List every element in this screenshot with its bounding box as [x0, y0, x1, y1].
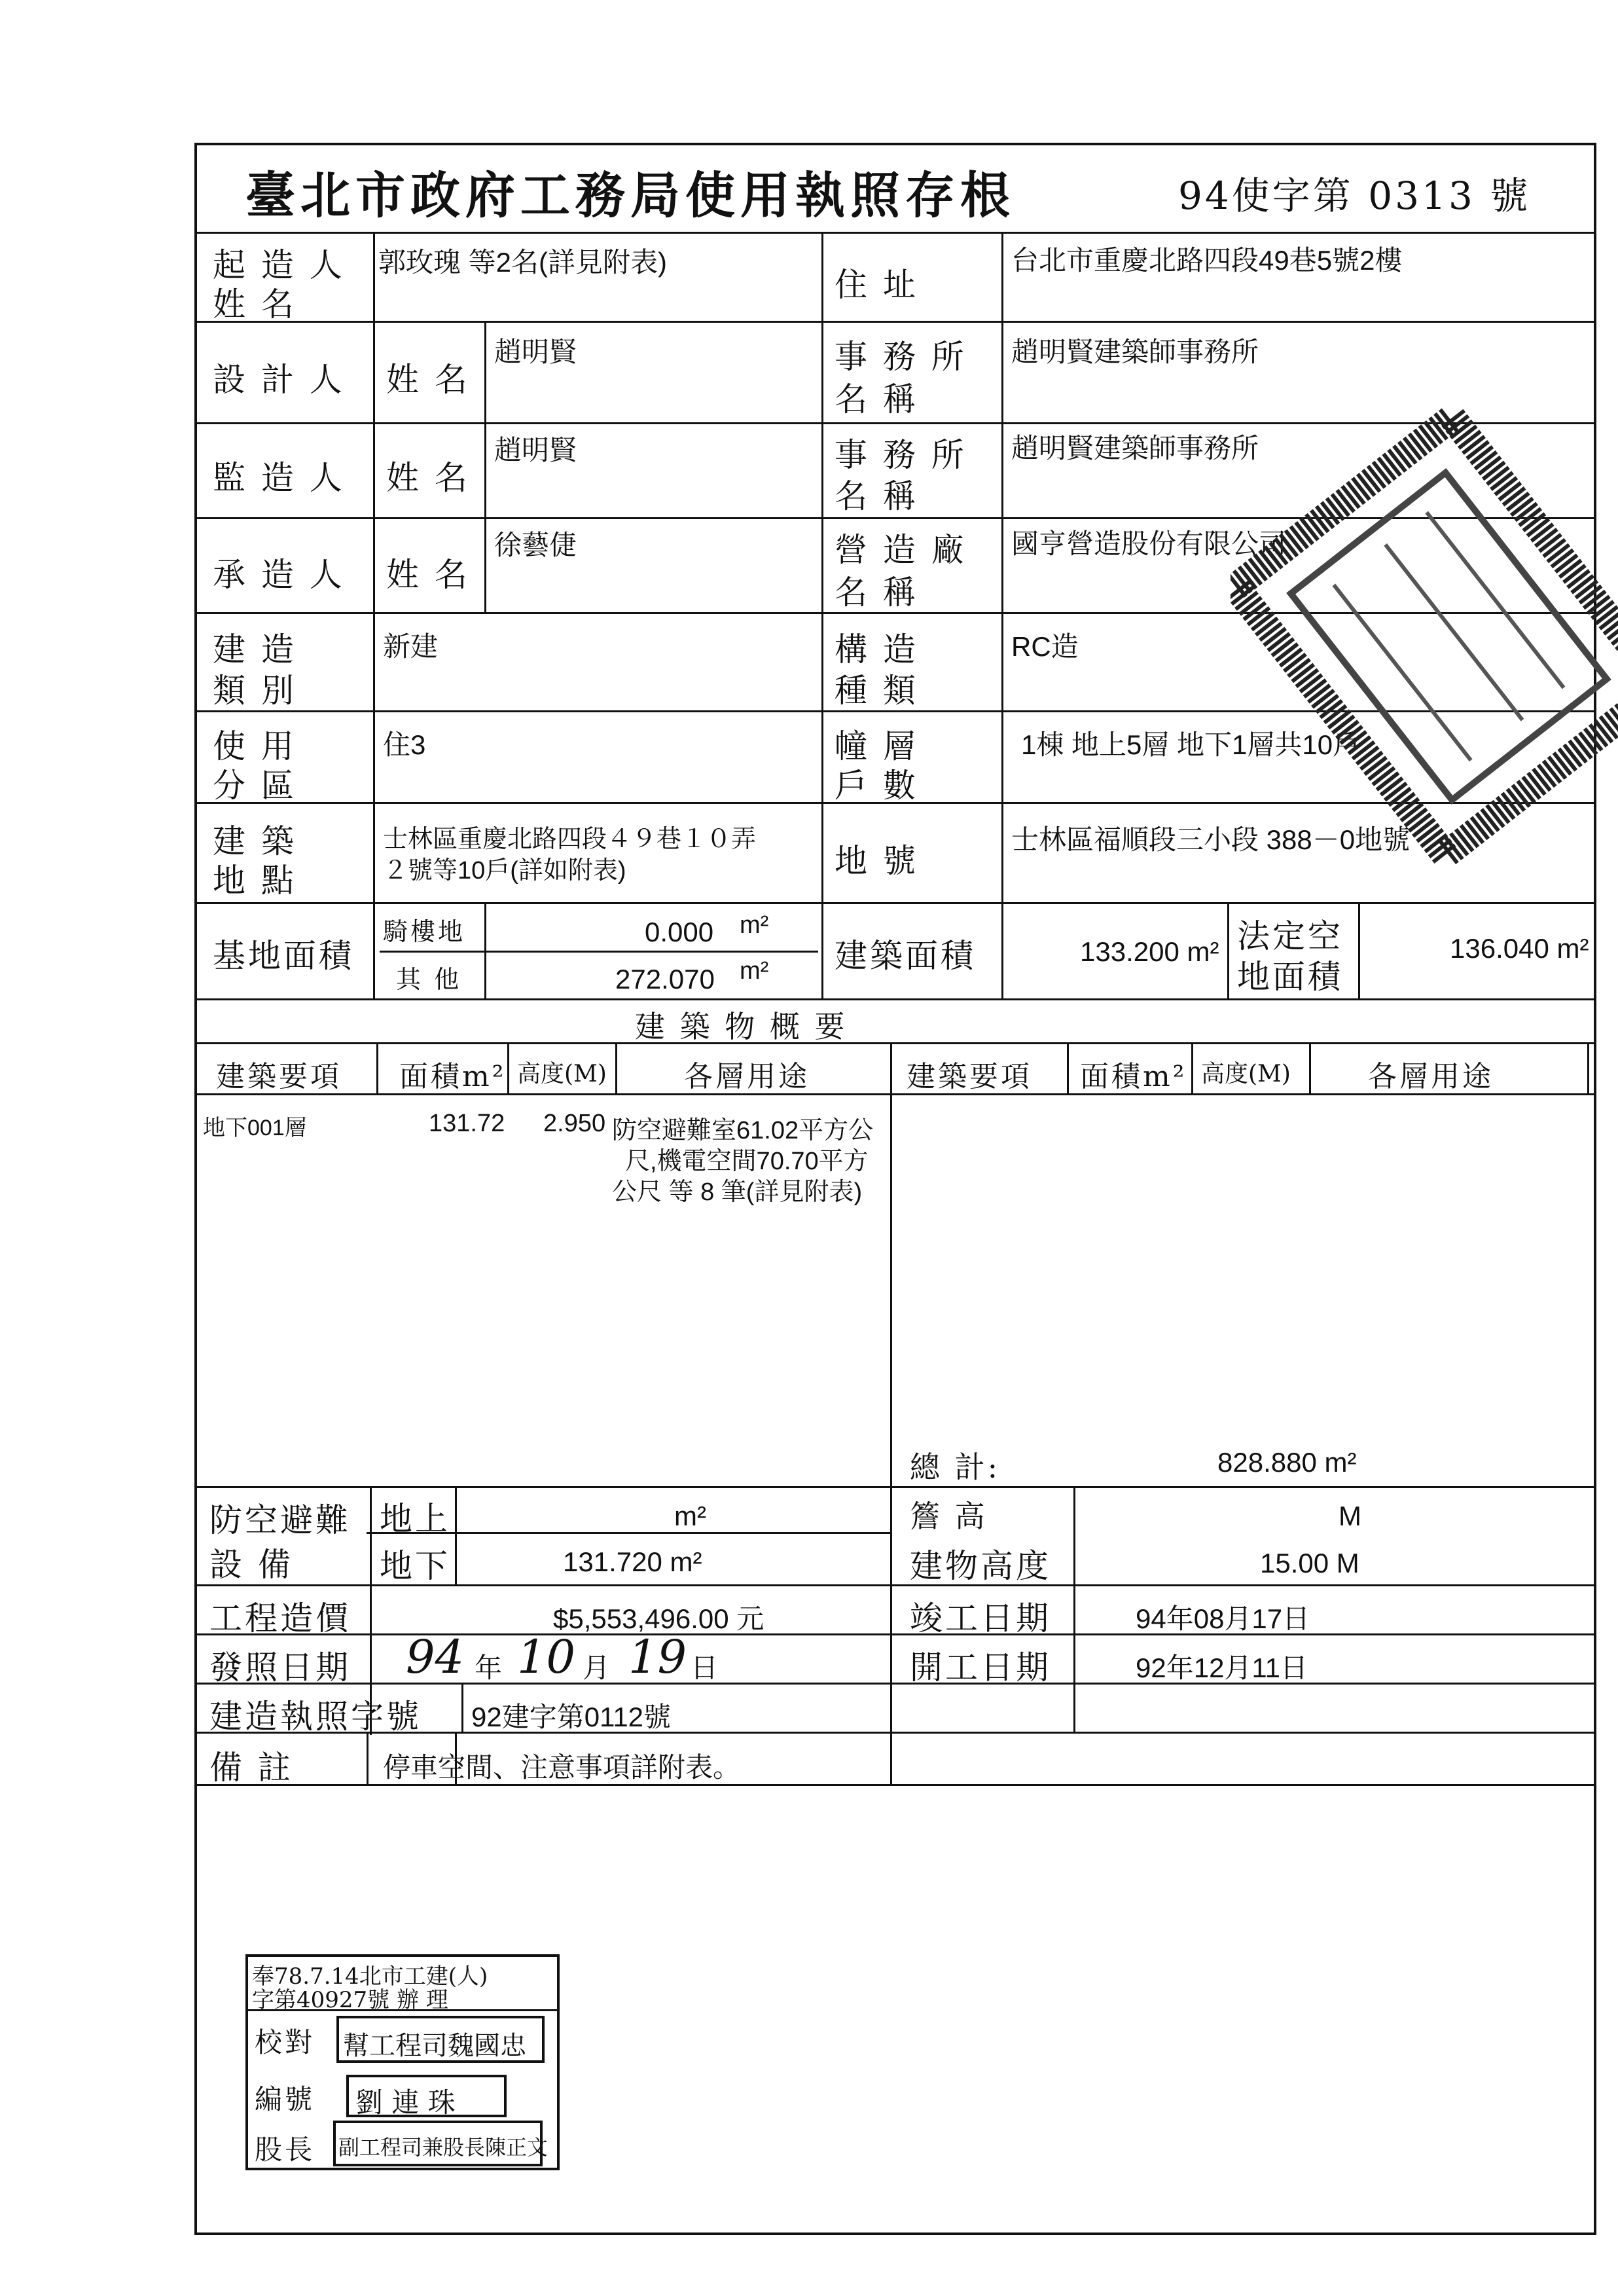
rule: [380, 951, 818, 953]
rule: [1067, 1042, 1069, 1093]
col-header: 高度(M): [517, 1061, 607, 1087]
col-header: 高度(M): [1201, 1061, 1291, 1087]
col-header: 各層用途: [684, 1060, 810, 1093]
supervisor-label: 監 造 人: [213, 459, 345, 497]
rule: [821, 232, 823, 998]
builder-address: 台北市重慶北路四段49巷5號2樓: [1011, 245, 1403, 276]
floors-label: 幢 層: [835, 727, 918, 765]
rule: [1191, 1042, 1193, 1093]
lot-number: 士林區福順段三小段 388－0地號: [1011, 824, 1411, 855]
col-header: 建築要項: [907, 1060, 1032, 1093]
shelter-below: 131.720 m²: [563, 1546, 702, 1577]
col-header: 面積m²: [1080, 1060, 1187, 1093]
rule: [1587, 1042, 1589, 1093]
completion-label: 竣工日期: [910, 1599, 1051, 1637]
rule: [1227, 902, 1229, 998]
builder-label: 姓 名: [213, 285, 297, 323]
issue-day-unit: 日: [691, 1652, 719, 1683]
open-area-label: 地面積: [1237, 958, 1343, 996]
issue-day: 19: [628, 1630, 687, 1684]
arcade-area: 0.000: [645, 917, 714, 947]
rule: [1001, 232, 1003, 998]
total-area: 828.880 m²: [1217, 1447, 1357, 1478]
rule: [194, 1486, 1596, 1488]
designer-office-label: 事 務 所: [835, 338, 967, 376]
site-area-label: 基地面積: [213, 937, 354, 975]
rule: [890, 1042, 892, 1784]
check-signature-text: 幫工程司魏國忠: [343, 2031, 526, 2061]
contractor-firm-label: 名 稱: [835, 574, 918, 611]
area-unit: m²: [740, 911, 769, 939]
shelter-label: 防空避難: [209, 1501, 351, 1539]
issue-label: 發照日期: [209, 1649, 351, 1686]
build-type-label: 類 別: [213, 672, 297, 710]
permit-value: 92建字第0112號: [471, 1702, 672, 1732]
zoning-value: 住3: [383, 729, 426, 760]
rule: [1073, 1486, 1075, 1732]
build-type: 新建: [383, 631, 439, 662]
start-label: 開工日期: [910, 1649, 1051, 1686]
zoning-label: 分 區: [213, 767, 297, 805]
col-header: 各層用途: [1368, 1060, 1494, 1093]
page-title: 臺北市政府工務局使用執照存根: [245, 166, 1015, 225]
location-line2: ２號等10戶(詳如附表): [383, 857, 626, 884]
rule: [615, 1042, 617, 1093]
arcade-label: 騎樓地: [383, 917, 466, 946]
cost-value: $5,553,496.00 元: [553, 1603, 764, 1634]
issue-year-unit: 年: [475, 1652, 503, 1683]
other-area: 272.070: [615, 964, 715, 994]
eaves-label: 簷 高: [910, 1499, 988, 1534]
supervisor-office-label: 名 稱: [835, 477, 918, 515]
approval-line: 字第40927號 辦 理: [252, 1987, 448, 2013]
designer-label: 設 計 人: [213, 361, 345, 399]
rule: [1309, 1042, 1311, 1093]
contractor-firm: 國亨營造股份有限公司: [1011, 528, 1287, 559]
summary-row-use: 防空避難室61.02平方公: [612, 1117, 874, 1144]
cost-label: 工程造價: [209, 1599, 351, 1637]
remarks-label: 備 註: [209, 1749, 293, 1787]
summary-row-use: 尺,機電空間70.70平方: [625, 1148, 869, 1175]
col-header: 建築要項: [216, 1060, 342, 1093]
designer-office: 趙明賢建築師事務所: [1011, 337, 1259, 367]
issue-month: 10: [517, 1630, 576, 1684]
summary-row-item: 地下001層: [203, 1116, 307, 1140]
check-label: 校對: [255, 2026, 315, 2058]
rule: [507, 1042, 509, 1093]
rule: [194, 232, 1596, 234]
start-date: 92年12月11日: [1136, 1652, 1308, 1683]
area-unit: m²: [740, 957, 769, 985]
number-signature-text: 劉 連 珠: [355, 2086, 456, 2119]
supervisor-name: 趙明賢: [494, 435, 577, 465]
structure-label: 種 類: [835, 672, 918, 710]
other-area-label: 其 他: [396, 965, 462, 994]
build-type-label: 建 造: [213, 630, 297, 668]
rule: [376, 1042, 378, 1093]
permit-number: 94使字第 0313 號: [1178, 173, 1531, 218]
designer-name: 趙明賢: [494, 337, 577, 367]
rule: [461, 1683, 463, 1732]
shelter-above-label: 地上: [380, 1500, 450, 1538]
builder-name: 郭玫瑰 等2名(詳見附表): [378, 247, 668, 278]
official-seal-stamp: [1231, 314, 1618, 1048]
location-line1: 士林區重慶北路四段４９巷１０弄: [383, 826, 757, 853]
check-signature: [336, 2016, 545, 2063]
issue-year: 94: [406, 1630, 465, 1684]
zoning-label: 使 用: [213, 727, 297, 765]
chief-signature-text: 副工程司兼股長陳正文: [338, 2135, 548, 2160]
total-label: 總 計:: [910, 1449, 1001, 1485]
chief-signature: [333, 2121, 548, 2166]
rule: [373, 232, 375, 998]
remarks-value: 停車空間、注意事項詳附表。: [383, 1752, 741, 1783]
shelter-above: m²: [674, 1501, 706, 1531]
number-signature: [346, 2075, 507, 2117]
rule: [248, 2009, 558, 2011]
summary-row-area: 131.72: [429, 1110, 505, 1137]
structure-type: RC造: [1011, 631, 1079, 662]
location-label: 地 點: [213, 862, 297, 900]
contractor-name-label: 姓 名: [386, 556, 470, 594]
rule: [484, 321, 486, 612]
summary-row-height: 2.950: [543, 1110, 606, 1137]
chief-label: 股長: [255, 2134, 315, 2166]
completion-date: 94年08月17日: [1136, 1603, 1310, 1634]
builder-address-label: 住 址: [835, 266, 918, 304]
summary-title: 建 築 物 概 要: [635, 1009, 848, 1044]
rule: [484, 902, 486, 998]
shelter-below-label: 地下: [380, 1547, 450, 1585]
supervisor-office-label: 事 務 所: [835, 436, 967, 474]
col-header: 面積m²: [399, 1060, 507, 1093]
summary-row-use: 公尺 等 8 筆(詳見附表): [612, 1178, 863, 1206]
number-label: 編號: [255, 2083, 315, 2115]
floors-label: 戶 數: [835, 767, 918, 805]
approval-stamp: [245, 1954, 560, 2170]
location-label: 建 築: [213, 822, 297, 860]
designer-name-label: 姓 名: [386, 361, 470, 399]
building-height: 15.00 M: [1260, 1548, 1359, 1578]
supervisor-office: 趙明賢建築師事務所: [1011, 433, 1259, 464]
rule: [194, 1683, 1596, 1685]
open-area-label: 法定空: [1237, 917, 1343, 955]
shelter-label: 設 備: [209, 1546, 293, 1584]
rule: [367, 1732, 369, 1784]
building-area-label: 建築面積: [835, 937, 976, 975]
rule: [194, 1633, 1596, 1635]
designer-office-label: 名 稱: [835, 380, 918, 418]
structure-label: 構 造: [835, 630, 918, 668]
eaves-value: M: [1339, 1501, 1361, 1531]
builder-label: 起 造 人: [213, 246, 345, 284]
permit-label: 建造執照字號: [209, 1698, 422, 1736]
lot-label: 地 號: [835, 842, 918, 880]
supervisor-name-label: 姓 名: [386, 459, 470, 497]
contractor-label: 承 造 人: [213, 556, 345, 594]
building-area: 133.200 m²: [1080, 936, 1219, 967]
approval-line: 奉78.7.14北市工建(人): [252, 1963, 488, 1990]
building-height-label: 建物高度: [910, 1547, 1051, 1585]
floors-value: 1棟 地上5層 地下1層共10戶: [1021, 729, 1361, 760]
contractor-firm-label: 營 造 廠: [835, 531, 967, 569]
issue-month-unit: 月: [583, 1652, 611, 1683]
open-area: 136.040 m²: [1450, 933, 1589, 964]
rule: [455, 1486, 457, 1584]
contractor-name: 徐藝倢: [494, 530, 577, 560]
